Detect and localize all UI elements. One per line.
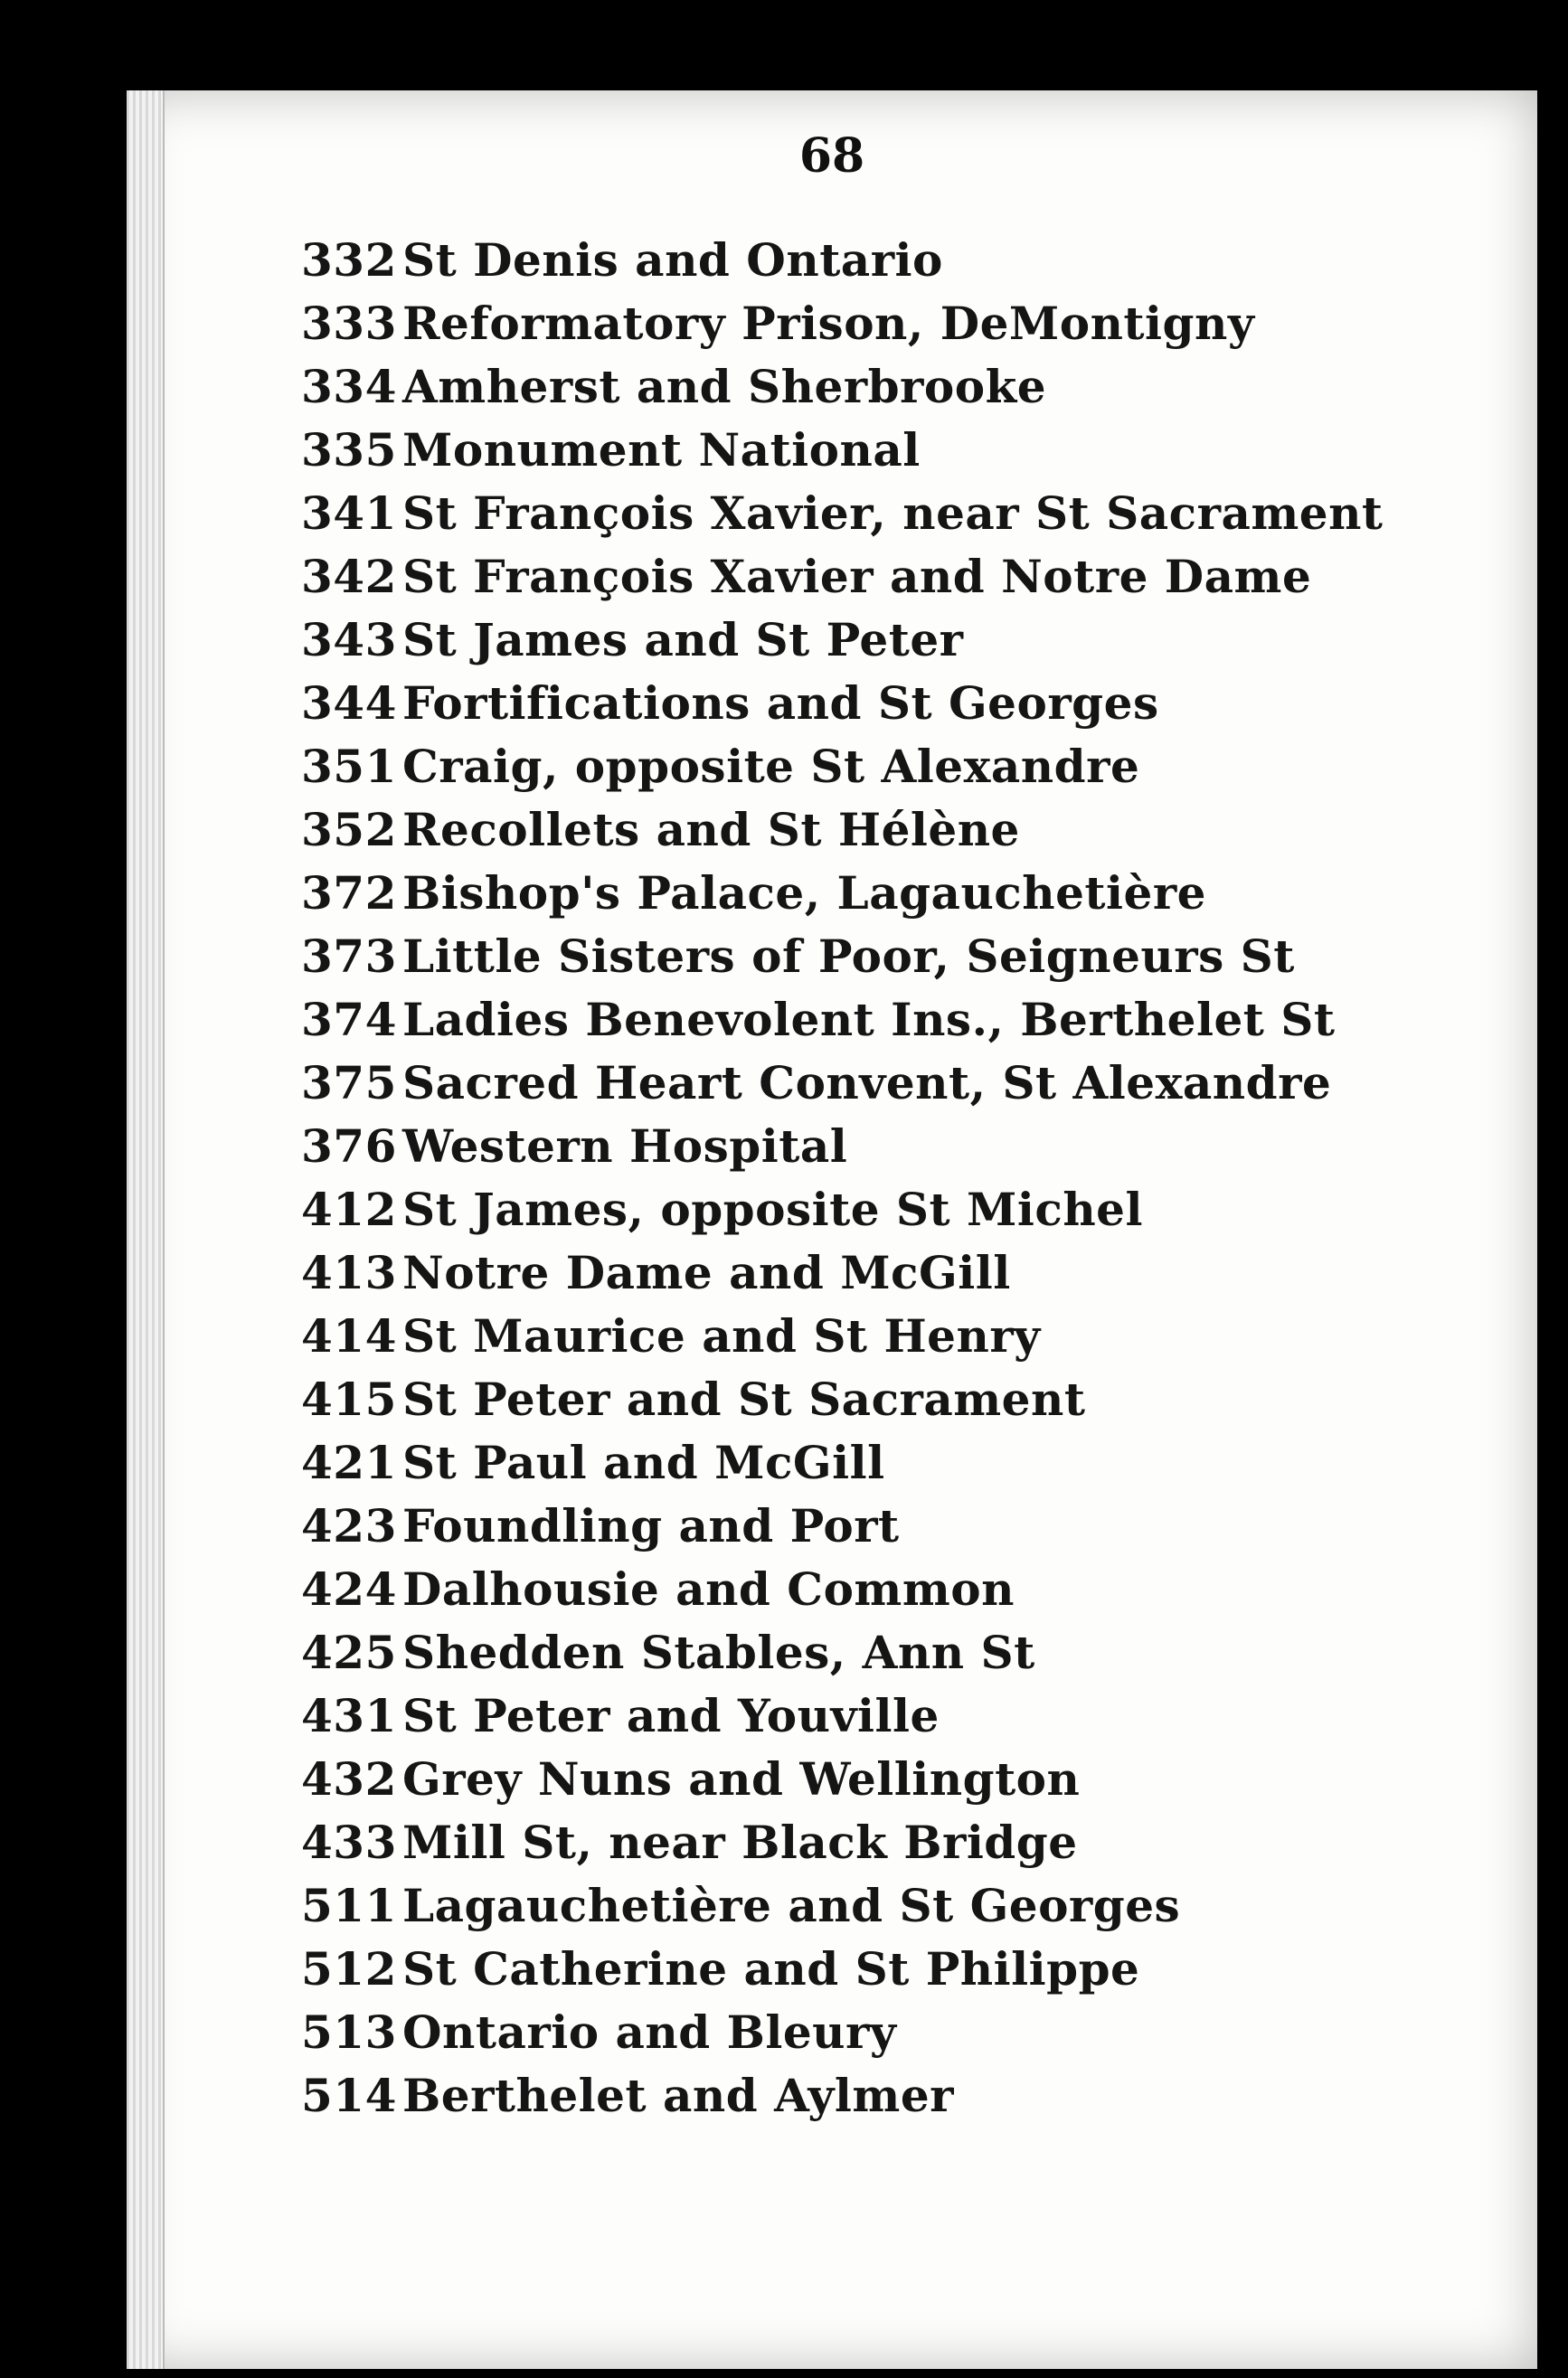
list-item — [301, 291, 1513, 354]
list-item — [301, 1620, 1513, 1684]
entry-location: Bishop's Palace, Lagauchetière — [402, 865, 1206, 920]
entry-number: 334 — [301, 359, 397, 413]
list-item — [301, 1051, 1513, 1114]
entry-location: St Peter and St Sacrament — [402, 1372, 1086, 1426]
entry-location: Lagauchetière and St Georges — [402, 1878, 1181, 1932]
list-item — [301, 481, 1513, 544]
entry-number: 433 — [301, 1815, 397, 1869]
entry-location: St Paul and McGill — [402, 1435, 885, 1489]
page-stack-edge — [127, 90, 165, 2369]
entry-number: 421 — [301, 1435, 397, 1489]
list-item — [301, 1810, 1513, 1873]
entry-location: Berthelet and Aylmer — [402, 2068, 954, 2122]
entry-number: 375 — [301, 1055, 397, 1109]
entry-number: 376 — [301, 1118, 397, 1173]
entry-number: 431 — [301, 1688, 397, 1742]
list-item — [301, 544, 1513, 608]
entry-number: 413 — [301, 1245, 397, 1299]
entry-number: 513 — [301, 2005, 397, 2059]
entry-number: 333 — [301, 296, 397, 350]
list-item — [301, 734, 1513, 797]
list-item — [301, 1684, 1513, 1747]
entry-number: 412 — [301, 1182, 397, 1236]
entry-number: 424 — [301, 1562, 397, 1616]
entry-location: Reformatory Prison, DeMontigny — [402, 296, 1255, 350]
list-item — [301, 1430, 1513, 1494]
entry-location: Foundling and Port — [402, 1498, 900, 1552]
entry-location: Grey Nuns and Wellington — [402, 1751, 1081, 1806]
list-item — [301, 671, 1513, 734]
list-item — [301, 1367, 1513, 1430]
entry-number: 432 — [301, 1751, 397, 1806]
entry-number: 511 — [301, 1878, 397, 1932]
entry-location: Little Sisters of Poor, Seigneurs St — [402, 929, 1295, 983]
entry-location: Western Hospital — [402, 1118, 848, 1173]
entry-location: St François Xavier, near St Sacrament — [402, 486, 1384, 540]
entry-number: 425 — [301, 1625, 397, 1679]
list-item — [301, 1494, 1513, 1557]
entry-location: St Peter and Youville — [402, 1688, 940, 1742]
entry-number: 352 — [301, 802, 397, 856]
entry-number: 374 — [301, 992, 397, 1046]
list-item — [301, 2000, 1513, 2063]
entry-number: 343 — [301, 612, 397, 666]
entry-location: St James and St Peter — [402, 612, 964, 666]
entry-number: 344 — [301, 675, 397, 730]
list-item — [301, 1937, 1513, 2000]
list-item — [301, 1873, 1513, 1937]
list-item — [301, 797, 1513, 861]
list-item — [301, 1114, 1513, 1177]
list-item — [301, 1241, 1513, 1304]
page-number: 68 — [798, 128, 865, 184]
list-item — [301, 608, 1513, 671]
entry-number: 423 — [301, 1498, 397, 1552]
entry-number: 351 — [301, 739, 397, 793]
list-item — [301, 924, 1513, 987]
entry-location: Monument National — [402, 422, 921, 477]
entry-location: Recollets and St Hélène — [402, 802, 1020, 856]
list-item — [301, 861, 1513, 924]
list-item — [301, 418, 1513, 481]
entry-location: Mill St, near Black Bridge — [402, 1815, 1078, 1869]
alarm-box-list — [301, 228, 1513, 2127]
entry-number: 512 — [301, 1941, 397, 1996]
entry-location: Dalhousie and Common — [402, 1562, 1015, 1616]
list-item — [301, 354, 1513, 418]
list-item — [301, 2063, 1513, 2127]
entry-number: 332 — [301, 232, 397, 287]
entry-number: 341 — [301, 486, 397, 540]
list-item — [301, 987, 1513, 1051]
entry-location: Shedden Stables, Ann St — [402, 1625, 1035, 1679]
document-page — [127, 90, 1537, 2369]
entry-number: 335 — [301, 422, 397, 477]
entry-location: Notre Dame and McGill — [402, 1245, 1011, 1299]
entry-number: 342 — [301, 549, 397, 603]
entry-number: 372 — [301, 865, 397, 920]
entry-location: St Maurice and St Henry — [402, 1308, 1041, 1363]
entry-location: St Denis and Ontario — [402, 232, 943, 287]
entry-number: 415 — [301, 1372, 397, 1426]
entry-location: Craig, opposite St Alexandre — [402, 739, 1140, 793]
entry-location: St François Xavier and Notre Dame — [402, 549, 1312, 603]
list-item — [301, 1304, 1513, 1367]
list-item — [301, 228, 1513, 291]
entry-number: 373 — [301, 929, 397, 983]
entry-location: Ontario and Bleury — [402, 2005, 897, 2059]
entry-location: Fortifications and St Georges — [402, 675, 1159, 730]
entry-number: 514 — [301, 2068, 397, 2122]
entry-location: Amherst and Sherbrooke — [402, 359, 1047, 413]
entry-number: 414 — [301, 1308, 397, 1363]
entry-location: St Catherine and St Philippe — [402, 1941, 1140, 1996]
entry-location: Sacred Heart Convent, St Alexandre — [402, 1055, 1332, 1109]
entry-location: St James, opposite St Michel — [402, 1182, 1143, 1236]
list-item — [301, 1177, 1513, 1241]
list-item — [301, 1557, 1513, 1620]
entry-location: Ladies Benevolent Ins., Berthelet St — [402, 992, 1336, 1046]
list-item — [301, 1747, 1513, 1810]
